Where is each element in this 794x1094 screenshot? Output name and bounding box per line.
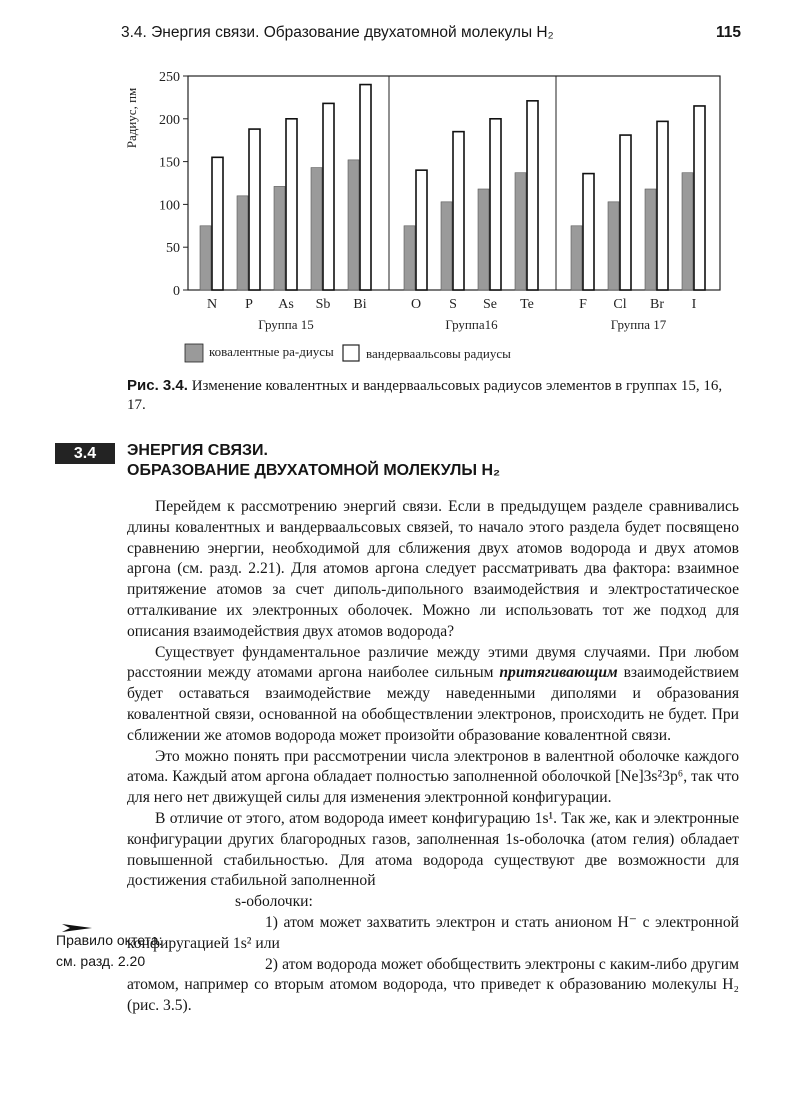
bar-vdw [323, 103, 334, 290]
bar-covalent [274, 186, 285, 290]
group-label: Группа16 [445, 317, 498, 332]
bar-vdw [249, 129, 260, 290]
y-axis-label: Радиус, пм [124, 87, 139, 149]
running-title: 3.4. Энергия связи. Образование двухатомной молекулы H₂ [121, 24, 554, 41]
margin-note-line2: см. разд. 2.20 [56, 952, 146, 969]
bar-vdw [657, 121, 668, 290]
bar-vdw [286, 119, 297, 290]
bar-vdw [583, 174, 594, 290]
group-label: Группа 15 [258, 317, 314, 332]
figure-caption-text: Изменение ковалентных и вандерваальсовых радиусов элементов в группах 15, 16, 17. [127, 378, 723, 413]
bar-covalent [200, 226, 211, 290]
bar-covalent [404, 226, 415, 290]
section-title-line2: ОБРАЗОВАНИЕ ДВУХАТОМНОЙ МОЛЕКУЛЫ H₂ [127, 462, 501, 479]
paragraph-4-end: s-оболочки: [235, 893, 313, 911]
y-tick-label: 50 [166, 241, 180, 257]
paragraph-2-start: Существует фундаментальное различие между этими двумя случаями. При любом расстоянии между атомами аргона наиболее сильным [127, 643, 739, 682]
x-tick-label: Bi [353, 297, 367, 312]
legend-label-covalent: ковалентные ра-диусы [209, 344, 334, 359]
bar-vdw [694, 106, 705, 290]
margin-note [56, 930, 162, 972]
bar-covalent [441, 202, 452, 290]
bar-vdw [490, 119, 501, 290]
section-title [127, 441, 727, 481]
y-tick-label: 250 [159, 70, 180, 85]
figure-caption-label: Рис. 3.4. [127, 377, 188, 394]
legend-swatch-covalent [185, 344, 203, 362]
x-tick-label: Cl [613, 297, 627, 312]
paragraph-2 [127, 643, 739, 747]
x-tick-label: S [449, 297, 457, 312]
section-title-line1: ЭНЕРГИЯ СВЯЗИ. [127, 442, 268, 459]
group-label: Группа 17 [610, 317, 667, 332]
bar-vdw [212, 157, 223, 290]
bar-vdw [620, 135, 631, 290]
bar-covalent [478, 189, 489, 290]
y-tick-label: 100 [159, 198, 180, 214]
legend-label-vdw: вандерваальсовы радиусы [366, 346, 511, 361]
legend-swatch-vdw [343, 345, 359, 361]
body-text [127, 497, 739, 1017]
bar-covalent [311, 168, 322, 290]
bar-vdw [453, 132, 464, 290]
section-number-badge: 3.4 [55, 443, 115, 464]
figure-caption [127, 376, 739, 415]
x-tick-label: I [691, 297, 697, 312]
bar-covalent [515, 173, 526, 290]
bar-covalent [237, 196, 248, 290]
x-tick-label: Se [483, 297, 497, 312]
x-tick-label: N [206, 297, 218, 312]
bar-covalent [608, 202, 619, 290]
x-tick-label: F [579, 297, 587, 312]
bar-covalent [645, 189, 656, 290]
paragraph-3: Это можно понять при рассмотрении числа электронов в валентной оболочке каждого атома. Каждый атом аргона обладает полностью заполненной оболочкой [Ne]3s²3p⁶, так что для него нет движущей силы для изменения электронной конфигурации. [127, 747, 739, 807]
x-tick-label: Br [650, 297, 664, 312]
y-tick-label: 150 [159, 155, 180, 171]
bar-covalent [348, 160, 359, 290]
x-tick-label: Te [520, 297, 534, 312]
bar-vdw [416, 170, 427, 290]
list-item-2: 2) атом водорода может обобществить электроны с каким-либо другим атомом, например со вторым атомом водорода, что приведет к образованию молекулы H₂ (рис. 3.5). [127, 955, 739, 1015]
chart-legend [185, 344, 511, 362]
x-tick-label: O [410, 297, 422, 312]
list-item-1: 1) атом может захватить электрон и стать анионом H⁻ с электронной конфиругацией 1s² или [127, 913, 739, 952]
bar-vdw [360, 85, 371, 290]
x-tick-label: Sb [315, 297, 331, 312]
x-tick-label: P [245, 297, 253, 312]
paragraph-4: В отличие от этого, атом водорода имеет конфигурацию 1s¹. Так же, как и электронные конфигурации других благородных газов, заполненная 1s-оболочка (атом гелия) обладает повышенной стабильностью. Для атома водорода существуют две возможности для достижения стабильной заполненной [127, 809, 739, 890]
page-number: 115 [715, 24, 741, 41]
paragraph-1: Перейдем к рассмотрению энергий связи. Если в предыдущем разделе сравнивались длины ковалентных и вандерваальсовых связей, то начало этого раздела будет посвящено сравнению энергии, необходимой для сближения двух атомов водорода и двух атомов аргона (см. разд. 2.21). Для атомов аргона следует рассматривать два фактора: взаимное притяжение атомов за счет диполь-дипольного взаимодействия и электростатическое отталкивание их электронных оболочек. Можно ли использовать тот же подход для описания взаимодействия двух атомов водорода? [127, 498, 739, 640]
margin-note-line1: Правило октета: [56, 932, 163, 948]
bar-covalent [571, 226, 582, 290]
radius-bar-chart [0, 0, 794, 380]
bar-covalent [682, 173, 693, 290]
paragraph-2-emphasis: притягивающим [499, 664, 618, 682]
x-tick-label: As [278, 297, 294, 312]
y-tick-label: 200 [159, 112, 180, 128]
paragraph-2-end: взаимодействием будет оставаться взаимодействие между наведенными диполями и образования ковалентной связи, основанной на обобществлении электронов, происходить не будет. При сближении же атомов водорода может произойти образование ковалентной связи. [127, 664, 740, 744]
y-tick-label: 0 [173, 284, 180, 299]
bar-vdw [527, 101, 538, 290]
